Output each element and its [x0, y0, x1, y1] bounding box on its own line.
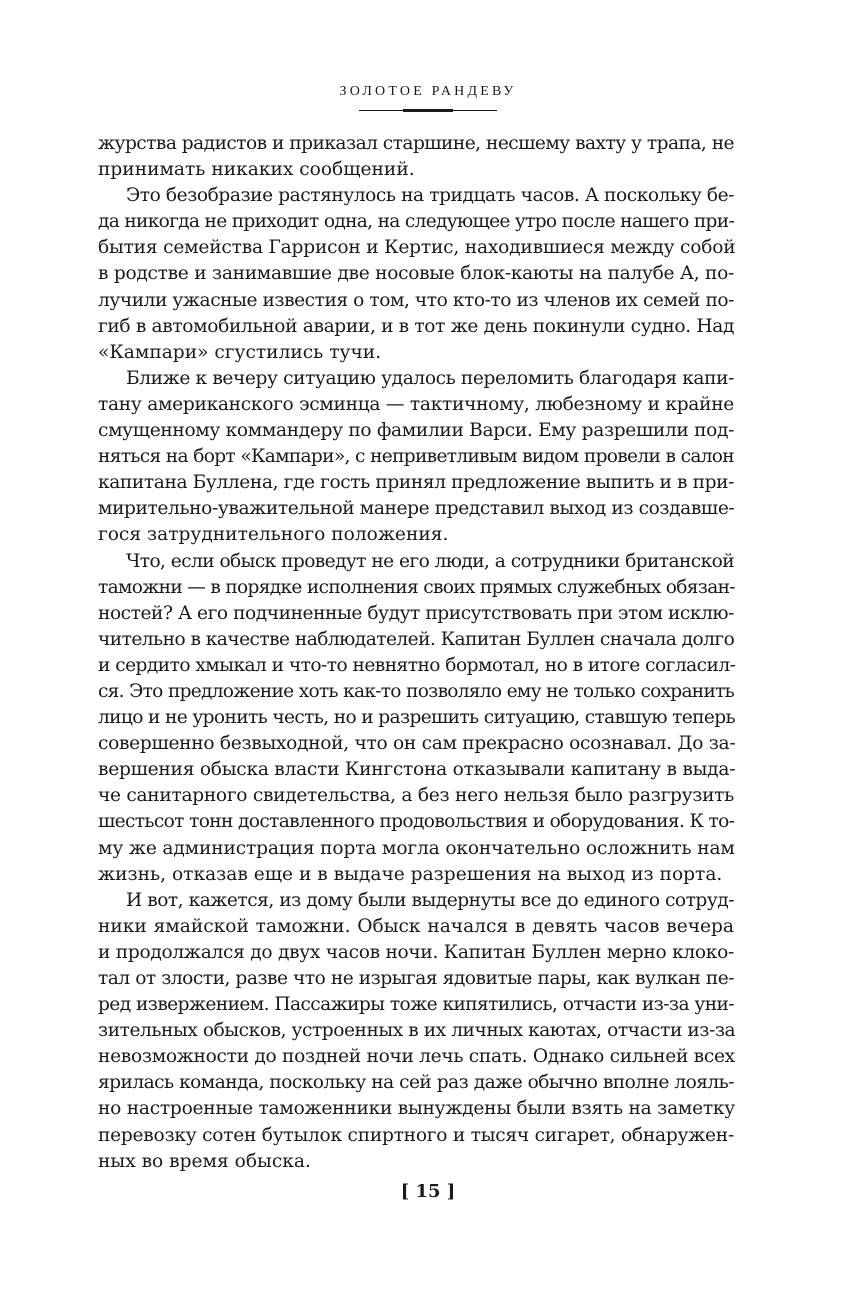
text-line: «Кампари» сгустились тучи. — [98, 341, 382, 363]
text-line: перевозку сотен бутылок спиртного и тысяч сигарет, обнаружен- — [98, 1124, 734, 1146]
text-line: Ближе к вечеру ситуацию удалось переломить благодаря капи- — [126, 367, 734, 389]
text-line: таможни — в порядке исполнения своих прямых служебных обязан- — [98, 576, 735, 598]
text-line: зительных обысков, устроенных в их личных каютах, отчасти из-за — [98, 1020, 736, 1042]
text-line: Что, если обыск проведут не его люди, а сотрудники британской — [126, 550, 734, 572]
text-line: ностей? А его подчиненные будут присутствовать при этом исклю- — [98, 602, 734, 624]
text-line: и продолжался до двух часов ночи. Капитан Буллен мерно клоко- — [98, 941, 734, 963]
text-line: жизнь, отказав еще и в выдаче разрешения на выход из порта. — [98, 863, 723, 885]
page-number: [ 15 ] — [400, 1181, 456, 1202]
text-line: но настроенные таможенники вынуждены были взять на заметку — [98, 1098, 735, 1120]
text-line: невозможности до поздней ночи лечь спать. Однако сильней всех — [98, 1046, 735, 1068]
text-line: и сердито хмыкал и что-то невнятно бормотал, но в итоге согласил- — [98, 654, 736, 676]
text-line: принимать никаких сообщений. — [98, 159, 415, 181]
text-line: ред извержением. Пассажиры тоже кипятились, отчасти из-за уни- — [98, 994, 734, 1016]
header-rule-accent — [403, 109, 453, 112]
text-line: в родстве и занимавшие две носовые блок-каюты на палубе А, по- — [98, 263, 734, 285]
text-line: му же администрация порта могла окончательно осложнить нам — [98, 837, 735, 859]
text-line: ных во время обыска. — [98, 1150, 311, 1172]
text-line: Это безобразие растянулось на тридцать часов. А поскольку бе- — [126, 185, 734, 207]
text-line: капитана Буллена, где гость принял предложение выпить и в при- — [98, 472, 734, 494]
text-line: тал от злости, разве что не изрыгая ядовитые пары, как вулкан пе- — [98, 968, 734, 989]
text-line: чительно в качестве наблюдателей. Капитан Буллен сначала долго — [98, 628, 735, 650]
text-line: няться на борт «Кампари», с неприветливым видом провели в салон — [98, 446, 734, 468]
running-title: ЗОЛОТОЕ РАНДЕВУ — [339, 84, 517, 99]
text-line: шестьсот тонн доставленного продовольствия и оборудования. К то- — [98, 811, 735, 833]
text-line: ники ямайской таможни. Обыск начался в девять часов вечера — [98, 915, 734, 937]
text-line: мирительно-уважительной манере представил выход из создавше- — [98, 498, 735, 520]
text-line: смущенному коммандеру по фамилии Варси. Ему разрешили под- — [98, 420, 734, 442]
text-line: бытия семейства Гаррисон и Кертис, находившиеся между собой — [98, 237, 736, 259]
text-line: да никогда не приходит одна, на следующее утро после нашего при- — [98, 211, 735, 233]
text-line: ся. Это предложение хоть как-то позволяло ему не только сохранить — [98, 680, 734, 702]
text-line: вершения обыска власти Кингстона отказывали капитану в выда- — [98, 759, 736, 781]
body-text — [98, 131, 734, 1175]
text-line: че санитарного свидетельства, а без него нельзя было разгрузить — [98, 785, 734, 807]
text-line: гося затруднительного положения. — [98, 524, 449, 546]
text-line: гиб в автомобильной аварии, и в тот же день покинули судно. Над — [98, 315, 735, 337]
text-line: лучили ужасные известия о том, что кто-то из членов их семей по- — [98, 289, 734, 311]
text-line: лицо и не уронить честь, но и разрешить ситуацию, ставшую теперь — [98, 707, 735, 729]
text-line: тану американского эсминца — тактичному, любезному и крайне — [98, 393, 734, 415]
text-line: журства радистов и приказал старшине, несшему вахту у трапа, не — [98, 133, 734, 154]
text-line: ярилась команда, поскольку на сей раз даже обычно вполне лояль- — [98, 1072, 734, 1094]
text-line: совершенно безвыходной, что он сам прекрасно осознавал. До за- — [98, 733, 736, 755]
text-line: И вот, кажется, из дому были выдернуты все до единого сотруд- — [126, 889, 734, 911]
